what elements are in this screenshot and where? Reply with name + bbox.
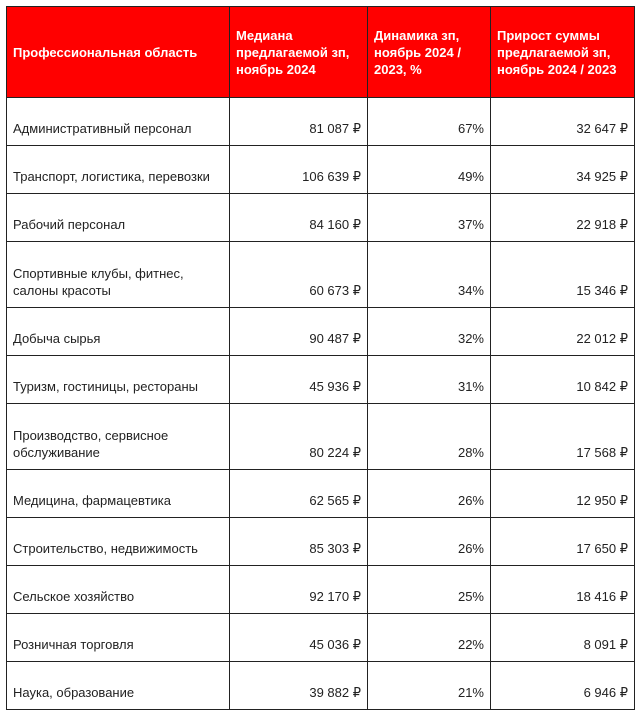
cell-dynamics: 31% xyxy=(368,356,491,404)
header-median: Медиана предлагаемой зп, ноябрь 2024 xyxy=(230,7,368,98)
cell-growth: 34 925 ₽ xyxy=(491,146,635,194)
cell-dynamics: 32% xyxy=(368,308,491,356)
cell-growth: 17 568 ₽ xyxy=(491,404,635,470)
table-row xyxy=(7,98,635,146)
cell-area: Добыча сырья xyxy=(7,308,230,356)
cell-area: Строительство, недвижимость xyxy=(7,518,230,566)
cell-median: 90 487 ₽ xyxy=(230,308,368,356)
header-growth: Прирост суммы предлагаемой зп, ноябрь 2024 / 2023 xyxy=(491,7,635,98)
table-row xyxy=(7,404,635,470)
cell-median: 45 036 ₽ xyxy=(230,614,368,662)
cell-median: 39 882 ₽ xyxy=(230,662,368,710)
cell-median: 81 087 ₽ xyxy=(230,98,368,146)
cell-dynamics: 28% xyxy=(368,404,491,470)
cell-dynamics: 26% xyxy=(368,518,491,566)
table-row xyxy=(7,566,635,614)
cell-area: Розничная торговля xyxy=(7,614,230,662)
table-row xyxy=(7,518,635,566)
cell-dynamics: 22% xyxy=(368,614,491,662)
header-row xyxy=(7,7,635,98)
cell-area: Сельское хозяйство xyxy=(7,566,230,614)
cell-dynamics: 26% xyxy=(368,470,491,518)
cell-growth: 22 918 ₽ xyxy=(491,194,635,242)
table-row xyxy=(7,662,635,710)
cell-median: 84 160 ₽ xyxy=(230,194,368,242)
cell-dynamics: 21% xyxy=(368,662,491,710)
cell-area: Наука, образование xyxy=(7,662,230,710)
cell-median: 92 170 ₽ xyxy=(230,566,368,614)
cell-area: Рабочий персонал xyxy=(7,194,230,242)
header-area: Профессиональная область xyxy=(7,7,230,98)
table-row xyxy=(7,356,635,404)
cell-growth: 17 650 ₽ xyxy=(491,518,635,566)
cell-dynamics: 34% xyxy=(368,242,491,308)
cell-growth: 22 012 ₽ xyxy=(491,308,635,356)
salary-table-container xyxy=(6,6,635,710)
table-row xyxy=(7,242,635,308)
cell-growth: 12 950 ₽ xyxy=(491,470,635,518)
cell-dynamics: 49% xyxy=(368,146,491,194)
cell-median: 45 936 ₽ xyxy=(230,356,368,404)
table-row xyxy=(7,308,635,356)
cell-growth: 6 946 ₽ xyxy=(491,662,635,710)
cell-median: 62 565 ₽ xyxy=(230,470,368,518)
table-row xyxy=(7,614,635,662)
cell-growth: 32 647 ₽ xyxy=(491,98,635,146)
header-dynamics: Динамика зп, ноябрь 2024 / 2023, % xyxy=(368,7,491,98)
cell-dynamics: 67% xyxy=(368,98,491,146)
cell-growth: 10 842 ₽ xyxy=(491,356,635,404)
cell-growth: 8 091 ₽ xyxy=(491,614,635,662)
cell-area: Спортивные клубы, фитнес, салоны красоты xyxy=(7,242,230,308)
cell-growth: 18 416 ₽ xyxy=(491,566,635,614)
cell-median: 60 673 ₽ xyxy=(230,242,368,308)
cell-median: 80 224 ₽ xyxy=(230,404,368,470)
cell-median: 85 303 ₽ xyxy=(230,518,368,566)
cell-dynamics: 37% xyxy=(368,194,491,242)
table-row xyxy=(7,470,635,518)
salary-table xyxy=(6,6,635,710)
table-row xyxy=(7,194,635,242)
cell-area: Производство, сервисное обслуживание xyxy=(7,404,230,470)
cell-dynamics: 25% xyxy=(368,566,491,614)
cell-area: Медицина, фармацевтика xyxy=(7,470,230,518)
cell-median: 106 639 ₽ xyxy=(230,146,368,194)
cell-growth: 15 346 ₽ xyxy=(491,242,635,308)
cell-area: Административный персонал xyxy=(7,98,230,146)
cell-area: Транспорт, логистика, перевозки xyxy=(7,146,230,194)
cell-area: Туризм, гостиницы, рестораны xyxy=(7,356,230,404)
table-row xyxy=(7,146,635,194)
